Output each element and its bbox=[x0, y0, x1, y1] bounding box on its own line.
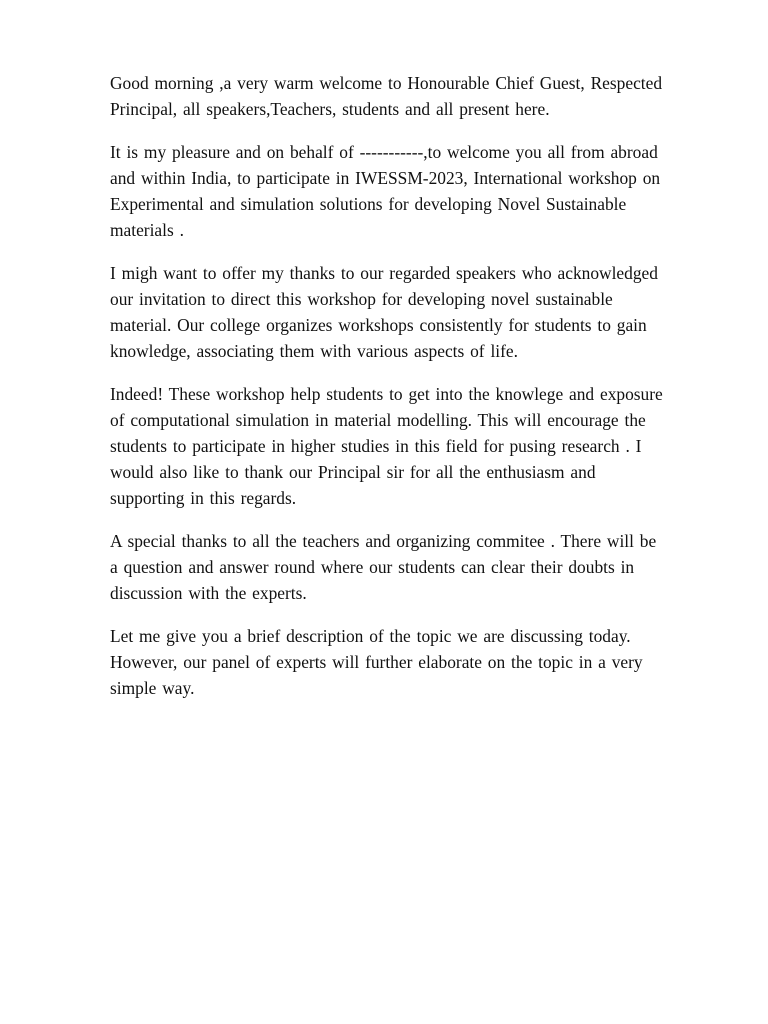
speakers-thanks-paragraph: I migh want to offer my thanks to our regarded speakers who acknowledged our invitation to direct this workshop for developing novel sustainable material. Our college organizes workshops consistently for students to gain knowledge, associating them with various aspects of life. bbox=[110, 263, 658, 361]
welcome-paragraph: Good morning ,a very warm welcome to Honourable Chief Guest, Respected Principal, all speakers,Teachers, students and all present here. bbox=[110, 73, 663, 119]
document-body bbox=[110, 70, 666, 718]
workshop-intro-paragraph: It is my pleasure and on behalf of -----------,to welcome you all from abroad and within India, to participate in IWESSM-2023, International workshop on Experimental and simulation solutions for developing Novel Sustainable materials . bbox=[110, 142, 661, 240]
topic-description-paragraph: Let me give you a brief description of the topic we are discussing today. However, our panel of experts will further elaborate on the topic in a very simple way. bbox=[110, 626, 643, 698]
committee-thanks-paragraph: A special thanks to all the teachers and organizing commitee . There will be a question and answer round where our students can clear their doubts in discussion with the experts. bbox=[110, 531, 657, 603]
workshop-benefits-paragraph: Indeed! These workshop help students to get into the knowlege and exposure of computational simulation in material modelling. This will encourage the students to participate in higher studies in this field for pusing research . I would also like to thank our Principal sir for all the enthusiasm and supporting in this regards. bbox=[110, 384, 663, 508]
